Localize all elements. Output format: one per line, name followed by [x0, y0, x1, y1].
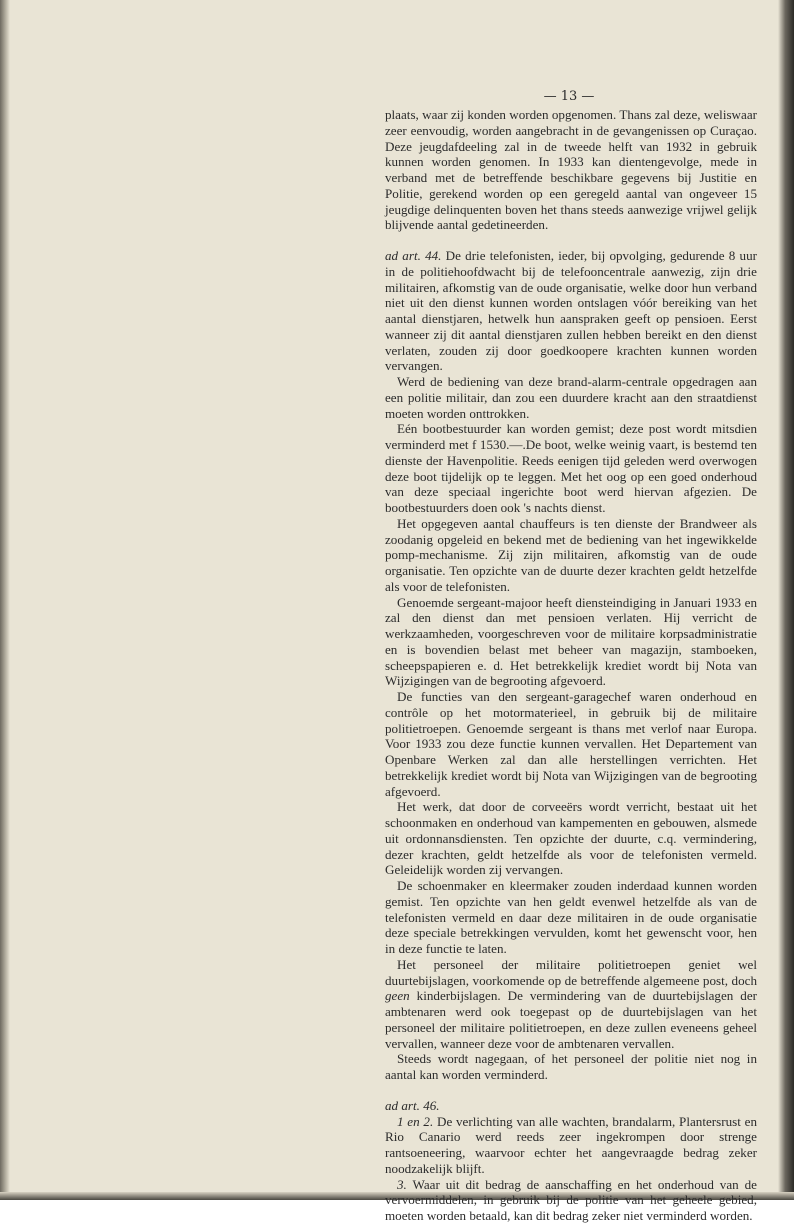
paragraph-duurtebijslagen	[385, 957, 757, 1052]
paragraph-personeel: Steeds wordt nagegaan, of het personeel der politie niet nog in aantal kan worden verminderd.	[385, 1051, 757, 1082]
paragraph-garagechef: De functies van den sergeant-garagechef waren onderhoud en contrôle op het motormaterieel, in gebruik bij de militaire politietroepen. Genoemde sergeant is thans met verlof naar Europa. Voor 1933 zou deze functie kunnen vervallen. Het Departement van Openbare Werken zal dan alle herstellingen verrichten. Het betrekkelijk krediet wordt bij Nota van Wijzigingen van de begrooting afgevoerd.	[385, 689, 757, 799]
page-number: — 13 —	[543, 89, 595, 104]
paragraph-verlichting-text: De verlichting van alle wachten, brandalarm, Plantersrust en Rio Canario werd reeds zeer ingekrompen door strenge rantsoeneering, waarvoor echter het aangevraagde bedrag zeker noodzakelijk blijft.	[385, 1113, 757, 1176]
item-label-3: 3.	[397, 1176, 407, 1192]
paragraph-corveeers: Het werk, dat door de corveeërs wordt verricht, bestaat uit het schoonmaken en onderhoud van kampementen en gebouwen, alsmede uit ordonnansdiensten. Ten opzichte der duurte, c.q. vermindering, dezer krachten, geldt hetzelfde als voor de telefonisten vermeld. Geleidelijk worden zij vervangen.	[385, 799, 757, 878]
paragraph-bootbestuurder: Eén bootbestuurder kan worden gemist; deze post wordt mitsdien verminderd met f 1530.—.De boot, welke weinig vaart, is bestemd ten dienste der Havenpolitie. Reeds eenigen tijd geleden werd overwogen deze boot tijdelijk op te leggen. Met het oog op een goed onderhoud van deze speciaal ingerichte boot werd hiervan afgezien. De bootbestuurders doen ook 's nachts dienst.	[385, 421, 757, 515]
paragraph-schoenmaker: De schoenmaker en kleermaker zouden inderdaad kunnen worden gemist. Ten opzichte van hen geldt evenwel hetzelfde als van de telefonisten vermeld en daar deze militairen in de oude organisatie deze speciale betrekkingen vervulden, komt het gewenscht voor, hen in deze functie te laten.	[385, 878, 757, 956]
section-art-44	[385, 248, 757, 374]
section-heading-art-46-label: ad art. 46.	[385, 1097, 440, 1113]
paragraph-vervoermiddelen-text: Waar uit dit bedrag de aanschaffing en het onderhoud van de vervoermiddelen, in gebruik bij de politie van het geheele gebied, moeten worden betaald, kan dit bedrag zeker niet verminderd worden.	[385, 1176, 757, 1223]
section-heading-art-46	[385, 1098, 757, 1114]
paragraph-brand-alarm: Werd de bediening van deze brand-alarm-centrale opgedragen aan een politie militair, dan zou een duurdere kracht aan den straatdienst moeten worden onttrokken.	[385, 374, 757, 421]
scan-edge-right	[778, 0, 794, 1200]
paragraph-continuation: plaats, waar zij konden worden opgenomen. Thans zal deze, weliswaar zeer eenvoudig, worden aangebracht in de gevangenissen op Curaçao. Deze jeugdafdeeling zal in de tweede helft van 1932 in gebruik kunnen worden genomen. In 1933 kan dientengevolge, mede in verband met de betreffende beschikbare gegevens bij Justitie en Politie, gerekend worden op een geregeld aantal van ongeveer 15 jeugdige delinquenten boven het thans steeds aanwezige vrijwel gelijk blijvende aantal gedetineerden.	[385, 107, 757, 233]
paragraph-telefonisten: De drie telefonisten, ieder, bij opvolging, gedurende 8 uur in de politiehoofdwacht bij de telefooncentrale aanwezig, zijn drie militairen, afkomstig van de oude organisatie, welke door hun verband niet uit den dienst kunnen worden ontslagen vóór bereiking van het aantal dienstjaren, hetwelk hun aanspraken geeft op pensioen. Eerst wanneer zij dit aantal dienstjaren zullen hebben bereikt en den dienst verlaten, zouden zij door goedkoopere krachten kunnen worden vervangen.	[385, 248, 757, 374]
paragraph-duurtebijslagen-part1: Het personeel der militaire politietroepen geniet wel duurtebijslagen, voorkomende op de betreffende algemeene post, doch	[385, 956, 757, 988]
scan-edge-left	[0, 0, 10, 1200]
paragraph-verlichting	[385, 1114, 757, 1177]
paragraph-sergeant-majoor: Genoemde sergeant-majoor heeft diensteindiging in Januari 1933 en zal den dienst dan met pensioen verlaten. Hij verricht de werkzaamheden, voorgeschreven voor de militaire korpsadministratie en is bovendien belast met beheer van magazijn, stamboeken, scheepspapieren e. d. Het betrekkelijk krediet wordt bij Nota van Wijzigingen van de begrooting afgevoerd.	[385, 594, 757, 689]
item-label-1-en-2: 1 en 2.	[397, 1113, 434, 1129]
section-heading-art-44: ad art. 44.	[385, 248, 442, 263]
paragraph-chauffeurs: Het opgegeven aantal chauffeurs is ten dienste der Brandweer als zoodanig opgeleid en bekend met de bediening van het ingewikkelde pomp-mechanisme. Zij zijn militairen, afkomstig van de oude organisatie. Ten opzichte van de duurte dezer krachten geldt hetzelfde als voor de telefonisten.	[385, 515, 757, 594]
emphasis-geen: geen	[385, 988, 410, 1004]
paragraph-vervoermiddelen	[385, 1177, 757, 1224]
paragraph-duurtebijslagen-part2: kinderbijslagen. De vermindering van de duurtebijslagen der ambtenaren werd ook toegepast op de duurtebijslagen van het personeel der militaire politietroepen, en deze zullen eveneens geheel vervallen, wanneer deze voor de ambtenaren vervallen.	[385, 988, 757, 1051]
body-text	[385, 107, 757, 1224]
